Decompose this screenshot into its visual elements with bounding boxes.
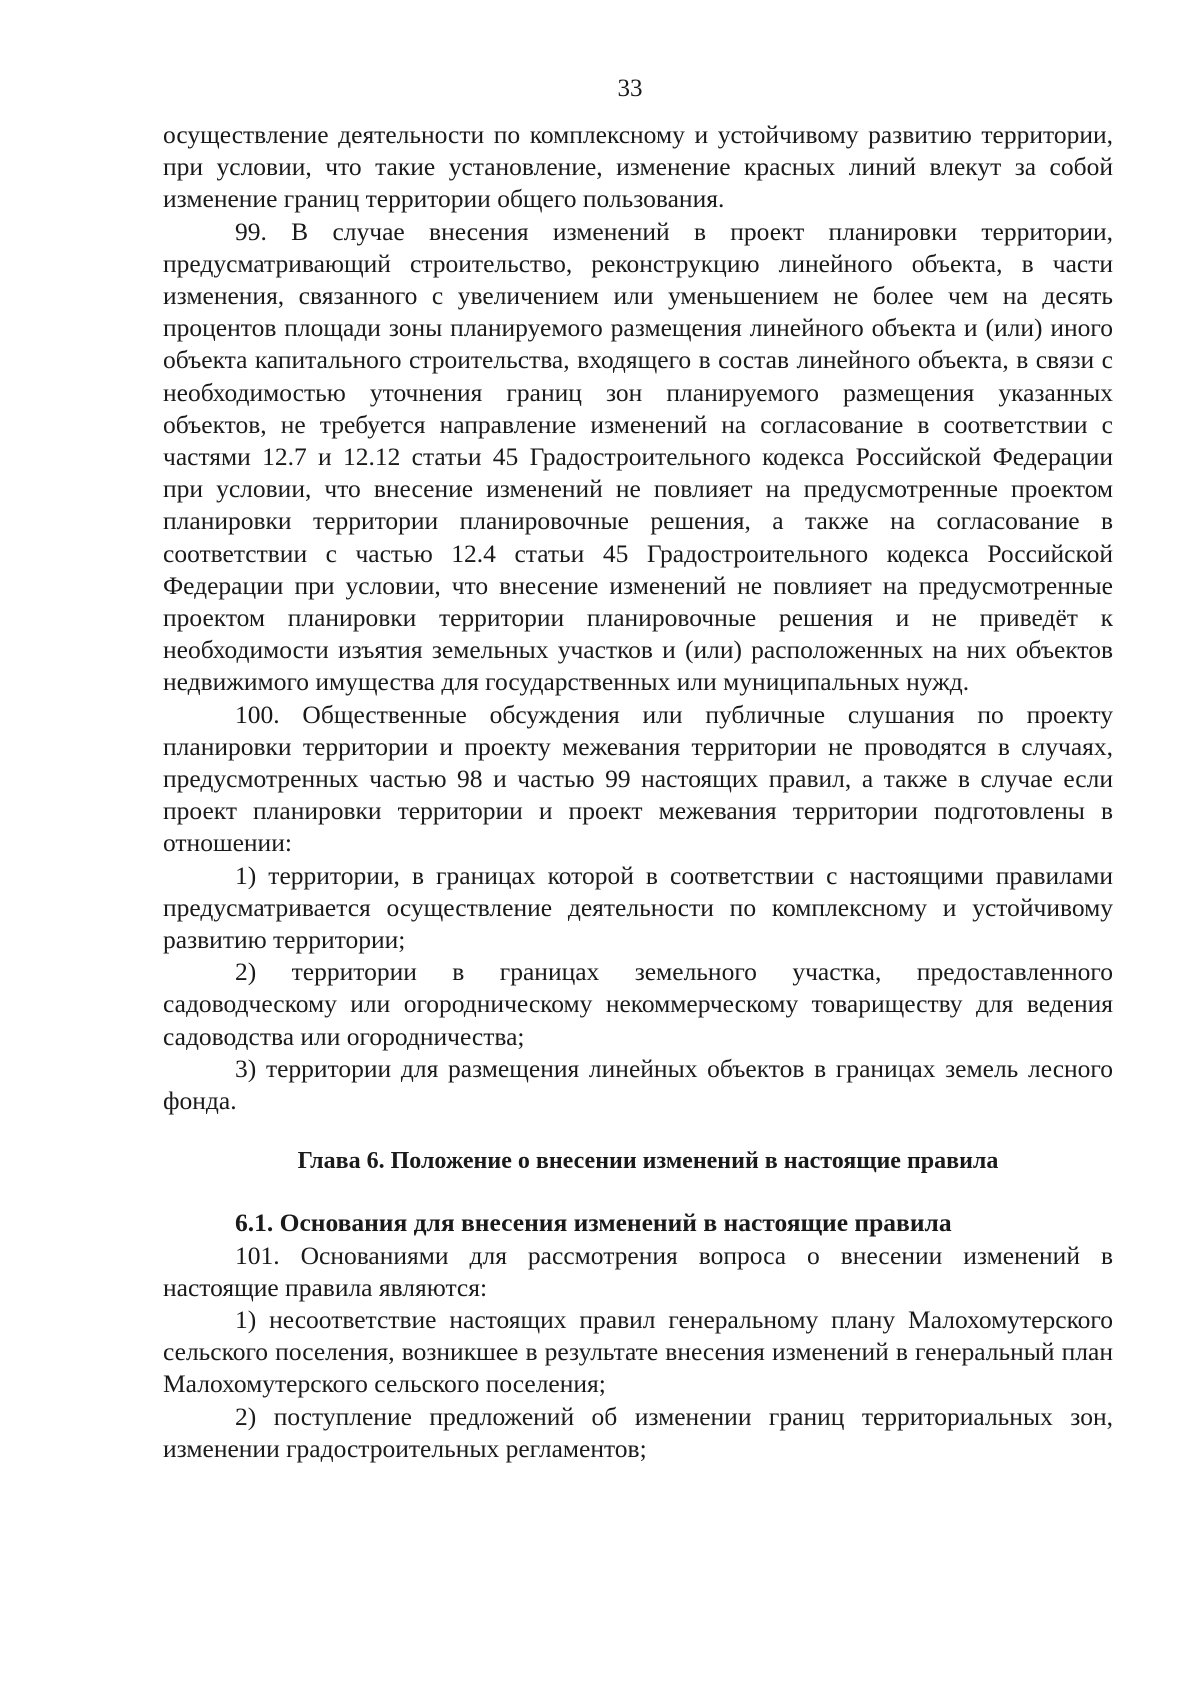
document-body (163, 119, 1113, 1465)
paragraph-101-item-2: 2) поступление предложений об изменении границ территориальных зон, изменении градостроительных регламентов; (163, 1401, 1113, 1463)
paragraph-100-item-2: 2) территории в границах земельного участка, предоставленного садоводческому или огородническому некоммерческому товариществу для ведения садоводства или огородничества; (163, 957, 1113, 1051)
section-heading: 6.1. Основания для внесения изменений в настоящие правила (235, 1208, 952, 1238)
paragraph-101: 101. Основаниями для рассмотрения вопроса о внесении изменений в настоящие правила являются: (163, 1240, 1113, 1302)
chapter-heading: Глава 6. Положение о внесении изменений в настоящие правила (297, 1148, 999, 1175)
paragraph-100-item-1: 1) территории, в границах которой в соответствии с настоящими правилами предусматривается осуществление деятельности по комплексному и устойчивому развитию территории; (163, 860, 1113, 955)
paragraph-101-item-1: 1) несоответствие настоящих правил генеральному плану Малохомутерского сельского поселения, возникшее в результате внесения изменений в генеральный план Малохомутерского сельского поселения; (163, 1304, 1113, 1399)
paragraph-100-item-3: 3) территории для размещения линейных объектов в границах земель лесного фонда. (163, 1053, 1113, 1116)
page-number: 33 (617, 75, 643, 102)
paragraph-intro: осуществление деятельности по комплексному и устойчивому развитию территории, при условии, что такие установление, изменение красных линий влекут за собой изменение границ территории общего пользования. (163, 120, 1113, 214)
paragraph-100: 100. Общественные обсуждения или публичные слушания по проекту планировки территории и проекту межевания территории не проводятся в случаях, предусмотренных частью 98 и частью 99 настоящих правил, а также в случае если проект планировки территории и проект межевания территории подготовлены в отношении: (163, 699, 1113, 858)
paragraph-99: 99. В случае внесения изменений в проект планировки территории, предусматривающий строительство, реконструкцию линейного объекта, в части изменения, связанного с увеличением или уменьшением не более чем на десять процентов площади зоны планируемого размещения линейного объекта и (или) иного объекта капитального строительства, входящего в состав линейного объекта, в связи с необходимостью уточнения границ зон планируемого размещения указанных объектов, не требуется направление изменений на согласование в соответствии с частями 12.7 и 12.12 статьи 45 Градостроительного кодекса Российской Федерации при условии, что внесение изменений не повлияет на предусмотренные проектом планировки территории планировочные решения, а также на согласование в соответствии с частью 12.4 статьи 45 Градостроительного кодекса Российской Федерации при условии, что внесение изменений не повлияет на предусмотренные проектом планировки территории планировочные решения и не приведёт к необходимости изъятия земельных участков и (или) расположенных на них объектов недвижимого имущества для государственных или муниципальных нужд. (163, 216, 1113, 697)
